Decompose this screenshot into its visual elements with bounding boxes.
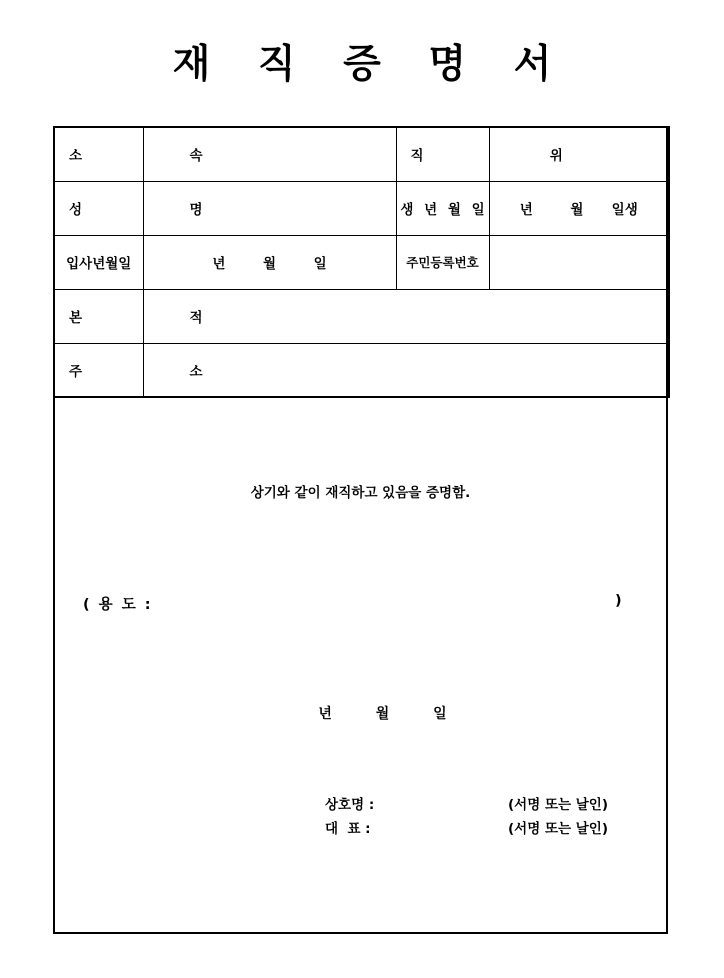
- issue-date-line: 년 월 일: [318, 706, 447, 722]
- table-row: [54, 235, 669, 289]
- label-permanent-address: 본 적: [54, 289, 143, 343]
- label-affiliation: 소 속: [54, 127, 143, 181]
- field-address-value[interactable]: [143, 343, 669, 397]
- signature-row-representative: [325, 817, 668, 841]
- field-resident-registration-number-value[interactable]: [489, 235, 669, 289]
- employee-info-table: [53, 126, 670, 398]
- label-resident-registration-number: 주민등록번호: [396, 235, 489, 289]
- label-address: 주 소: [54, 343, 143, 397]
- signature-or-seal-note-representative: (서명 또는 날인): [508, 821, 608, 837]
- label-birthdate: 생 년 월 일: [396, 181, 489, 235]
- signature-or-seal-note-business: (서명 또는 날인): [508, 797, 608, 813]
- table-row: [54, 289, 669, 343]
- label-business-name: 상호명 :: [325, 797, 375, 813]
- field-birthdate-value[interactable]: 년 월 일생: [489, 181, 669, 235]
- table-row: [54, 181, 669, 235]
- field-permanent-address-value[interactable]: [143, 289, 669, 343]
- purpose-label: ( 용 도 :: [83, 597, 153, 613]
- page-title: 재 직 증 명 서: [172, 42, 569, 87]
- label-name: 성 명: [54, 181, 143, 235]
- signature-row-business-name: [325, 793, 668, 817]
- table-row: [54, 127, 669, 181]
- label-position: 직 위: [396, 127, 489, 181]
- label-hire-date: 입사년월일: [54, 235, 143, 289]
- signature-block: [325, 793, 668, 841]
- certificate-body-area: [53, 398, 668, 934]
- purpose-close-paren: ): [615, 593, 622, 609]
- label-representative: 대 표 :: [325, 821, 371, 837]
- table-row: [54, 343, 669, 397]
- purpose-line: [53, 593, 668, 617]
- field-hire-date-value[interactable]: 년 월 일: [143, 235, 396, 289]
- certification-statement: 상기와 같이 재직하고 있음을 증명함.: [250, 485, 471, 501]
